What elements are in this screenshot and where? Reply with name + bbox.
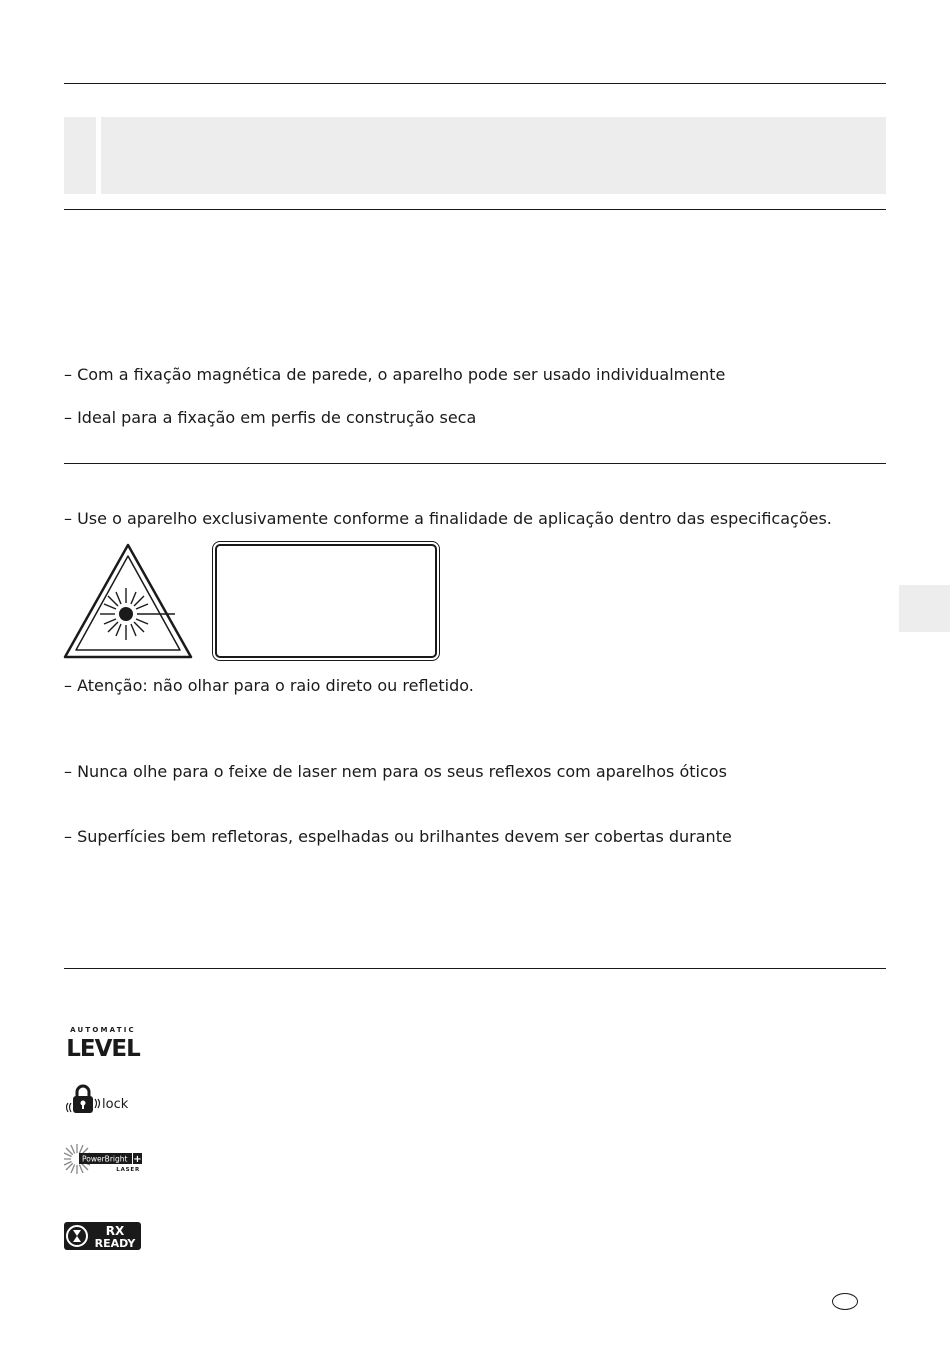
padlock-icon [64, 1083, 102, 1115]
powerbright-plus-text: + [133, 1154, 142, 1165]
title-band [101, 117, 886, 194]
rx-ready-bottom-text: READY [94, 1237, 136, 1250]
feature-bullet-magnetic: – Com a fixação magnética de parede, o aparelho pode ser usado individualmente [64, 365, 726, 384]
lock-logo [64, 1083, 144, 1115]
title-band-tab [64, 117, 96, 194]
laser-class-label-box [215, 544, 437, 658]
lock-logo-text: lock [102, 1097, 129, 1112]
automatic-level-logo [64, 1025, 144, 1059]
safety-bullet-no-direct-look: – Atenção: não olhar para o raio direto ou refletido. [64, 676, 474, 695]
section-divider-safety [64, 463, 886, 464]
powerbright-brand-text: PowerBright [82, 1154, 128, 1164]
header-bottom-rule [64, 209, 886, 210]
rx-ready-top-text: RX [105, 1224, 125, 1238]
safety-bullet-reflective-surfaces: – Superfícies bem refletoras, espelhadas ou brilhantes devem ser cobertas durante [64, 827, 732, 846]
rx-ready-logo [64, 1222, 144, 1252]
automatic-level-top-text: AUTOMATIC [70, 1026, 136, 1034]
laser-warning-icon [63, 543, 193, 661]
powerbright-laser-logo [64, 1143, 144, 1175]
feature-bullet-drywall: – Ideal para a fixação em perfis de construção seca [64, 408, 477, 427]
safety-bullet-optical-devices: – Nunca olhe para o feixe de laser nem para os seus reflexos com aparelhos óticos [64, 762, 727, 781]
powerbright-sub-text: LASER [116, 1167, 140, 1173]
language-side-tab [899, 585, 950, 632]
language-oval-marker [832, 1293, 858, 1310]
section-divider-features [64, 968, 886, 969]
automatic-level-main-text: LEVEL [66, 1036, 140, 1059]
header-top-rule [64, 83, 886, 84]
safety-bullet-intended-use: – Use o aparelho exclusivamente conforme a finalidade de aplicação dentro das especificações. [64, 509, 832, 528]
